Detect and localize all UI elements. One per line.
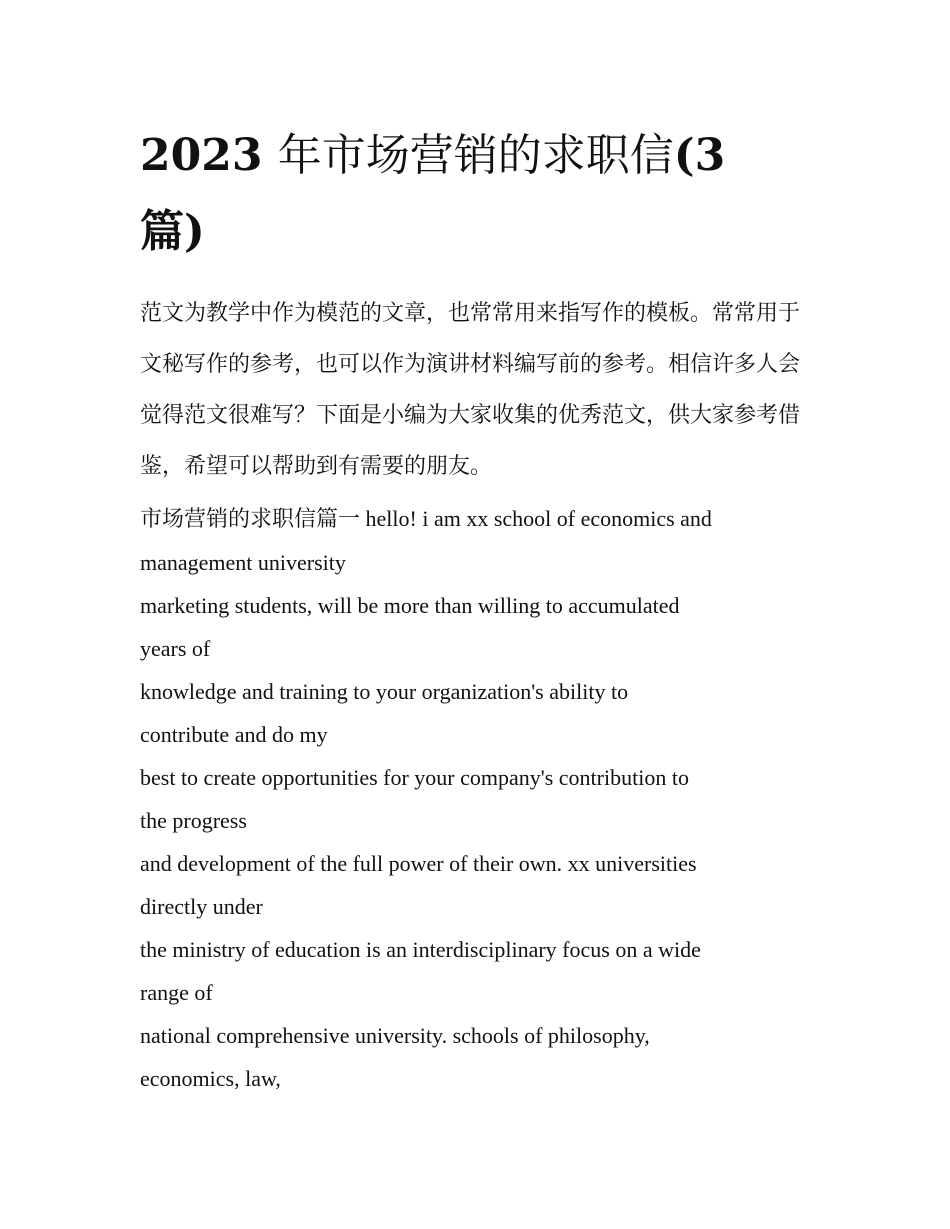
document-page [140, 118, 820, 1100]
title-year: 2023 [140, 130, 263, 181]
letter-line: the ministry of education is an interdisciplinary focus on a wide [140, 937, 701, 962]
letter-line: years of [140, 636, 211, 661]
page-title [140, 118, 820, 270]
letter-line: directly under [140, 894, 263, 919]
letter-line: contribute and do my [140, 722, 328, 747]
letter-line: national comprehensive university. schools of philosophy, [140, 1023, 650, 1048]
letter-line: the progress [140, 808, 247, 833]
title-main: 年市场营销的求职信 [277, 130, 674, 181]
intro-paragraph: 范文为教学中作为模范的文章，也常常用来指写作的模板。常常用于文秘写作的参考，也可以作为演讲材料编写前的参考。相信许多人会觉得范文很难写？下面是小编为大家收集的优秀范文，供大家参考借鉴，希望可以帮助到有需要的朋友。 [140, 301, 801, 479]
title-count-close: 篇) [140, 206, 205, 257]
title-count-open: (3 [673, 130, 726, 181]
letter-line: and development of the full power of their own. xx universities [140, 851, 697, 876]
letter-line: range of [140, 980, 213, 1005]
letter-line: knowledge and training to your organization's ability to [140, 679, 629, 704]
letter-body [140, 497, 820, 1100]
letter-line: economics, law, [140, 1066, 281, 1091]
section-label: 市场营销的求职信篇一 [140, 507, 361, 532]
letter-line: management university [140, 550, 346, 575]
letter-line [140, 497, 820, 541]
letter-line: best to create opportunities for your company's contribution to [140, 765, 689, 790]
letter-line: marketing students, will be more than willing to accumulated [140, 593, 680, 618]
letter-line-text: hello! i am xx school of economics and [360, 506, 712, 531]
